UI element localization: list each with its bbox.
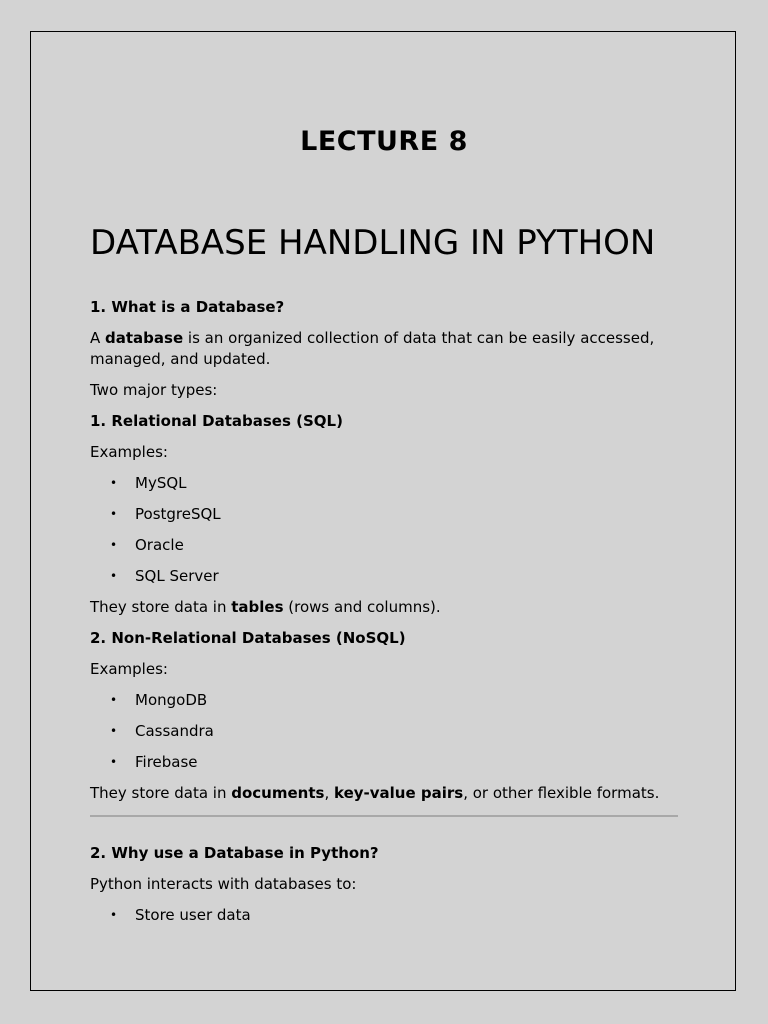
bullet-icon: • [110, 908, 118, 922]
lecture-label: LECTURE 8 [300, 126, 468, 157]
bullet-icon: • [110, 507, 118, 521]
text-span: They store data in [90, 598, 232, 616]
text-span: (rows and columns). [283, 598, 441, 616]
relational-examples-list [90, 473, 680, 587]
bold-term: tables [231, 598, 284, 616]
list-item-text: Firebase [135, 753, 198, 771]
bold-term: documents [231, 784, 325, 802]
section-divider [90, 815, 678, 817]
bullet-icon: • [110, 693, 118, 707]
list-item-text: SQL Server [135, 567, 219, 585]
section-heading [90, 843, 680, 864]
subsection-heading-nonrelational [90, 628, 680, 649]
paragraph-python-intro: Python interacts with databases to: [90, 875, 357, 893]
page-title: DATABASE HANDLING IN PYTHON [90, 223, 656, 263]
paragraph-database-definition [90, 328, 680, 370]
examples-label: Examples: [90, 660, 168, 678]
list-item-text: Store user data [135, 906, 251, 924]
bullet-icon: • [110, 569, 118, 583]
document-body [90, 297, 680, 936]
paragraph-types: Two major types: [90, 381, 218, 399]
paragraph-nonrelational-storage [90, 783, 680, 804]
subsection-heading-text: 2. Non-Relational Databases (NoSQL) [90, 629, 406, 647]
text-span: , [324, 784, 334, 802]
document-page [30, 31, 736, 991]
examples-label: Examples: [90, 443, 168, 461]
paragraph-relational-storage [90, 597, 680, 618]
bold-term: database [105, 329, 184, 347]
text-span: , or other flexible formats. [463, 784, 660, 802]
list-item [90, 721, 680, 742]
section-heading-text: 1. What is a Database? [90, 298, 285, 316]
list-item [90, 504, 680, 525]
text-span: They store data in [90, 784, 232, 802]
list-item-text: MySQL [135, 474, 187, 492]
section-heading [90, 297, 680, 318]
list-item-text: MongoDB [135, 691, 208, 709]
list-item-text: PostgreSQL [135, 505, 221, 523]
python-uses-list [90, 905, 680, 926]
bullet-icon: • [110, 476, 118, 490]
list-item-text: Cassandra [135, 722, 214, 740]
section-heading-text: 2. Why use a Database in Python? [90, 844, 379, 862]
text-span: is an organized collection of data that can be easily accessed, managed, and updated. [90, 329, 655, 368]
list-item-text: Oracle [135, 536, 184, 554]
text-span: A [90, 329, 106, 347]
bold-term: key-value pairs [334, 784, 464, 802]
subsection-heading-relational [90, 411, 680, 432]
subsection-heading-text: 1. Relational Databases (SQL) [90, 412, 343, 430]
list-item [90, 690, 680, 711]
bullet-icon: • [110, 724, 118, 738]
list-item [90, 905, 680, 926]
list-item [90, 535, 680, 556]
list-item [90, 566, 680, 587]
list-item [90, 473, 680, 494]
nonrelational-examples-list [90, 690, 680, 773]
bullet-icon: • [110, 755, 118, 769]
bullet-icon: • [110, 538, 118, 552]
list-item [90, 752, 680, 773]
